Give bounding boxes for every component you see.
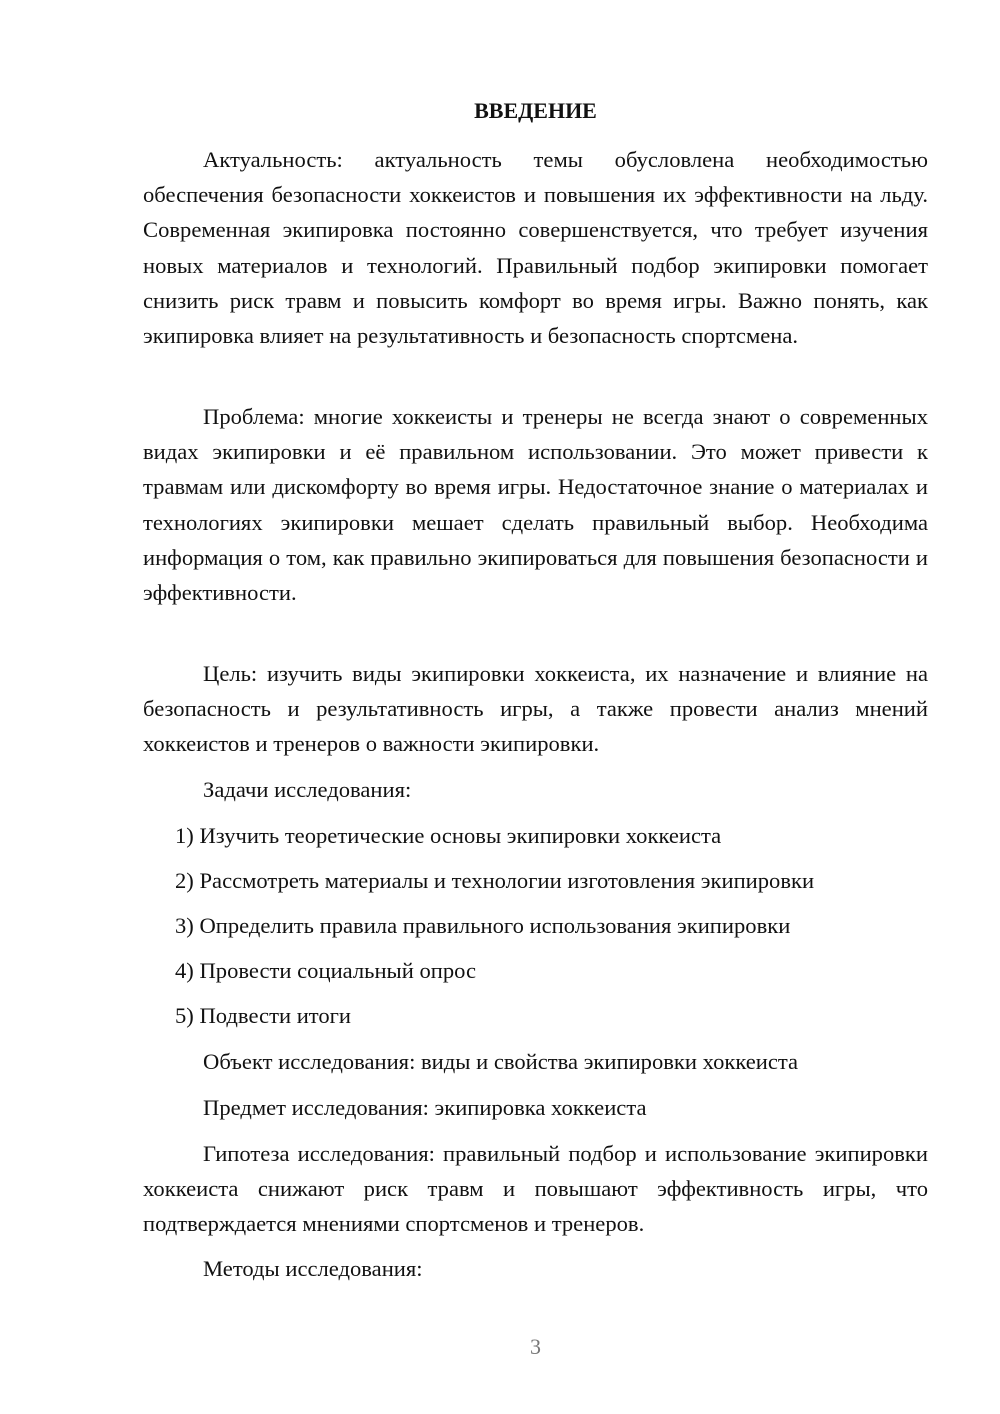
list-item: 1) Изучить теоретические основы экипировки хоккеиста [175, 823, 722, 848]
hypothesis-paragraph: Гипотеза исследования: правильный подбор и использование экипировки хоккеиста снижают риск травм и повышают эффективность игры, что подтверждается мнениями спортсменов и тренеров. [143, 1141, 928, 1237]
goal-paragraph: Цель: изучить виды экипировки хоккеиста, их назначение и влияние на безопасность и результативность игры, а также провести анализ мнений хоккеистов и тренеров о важности экипировки. [143, 661, 928, 757]
page-number: 3 [530, 1334, 541, 1359]
document-page [143, 0, 928, 1414]
tasks-heading: Задачи исследования: [203, 777, 412, 802]
problem-paragraph: Проблема: многие хоккеисты и тренеры не всегда знают о современных видах экипировки и её правильном использовании. Это может привести к травмам или дискомфорту во время игры. Недостаточное знание о материалах и технологиях экипировки мешает сделать правильный выбор. Необходима информация о том, как правильно экипироваться для повышения безопасности и эффективности. [143, 404, 928, 606]
list-item: 2) Рассмотреть материалы и технологии изготовления экипировки [175, 868, 815, 893]
object-paragraph: Объект исследования: виды и свойства экипировки хоккеиста [203, 1049, 799, 1074]
section-title: ВВЕДЕНИЕ [474, 98, 597, 123]
list-item: 3) Определить правила правильного использования экипировки [175, 913, 791, 938]
subject-paragraph: Предмет исследования: экипировка хоккеиста [203, 1095, 647, 1120]
relevance-paragraph: Актуальность: актуальность темы обусловлена необходимостью обеспечения безопасности хоккеистов и повышения их эффективности на льду. Современная экипировка постоянно совершенствуется, что требует изучения новых материалов и технологий. Правильный подбор экипировки помогает снизить риск травм и повысить комфорт во время игры. Важно понять, как экипировка влияет на результативность и безопасность спортсмена. [143, 147, 928, 349]
methods-heading: Методы исследования: [203, 1256, 423, 1281]
list-item: 4) Провести социальный опрос [175, 958, 477, 983]
list-item: 5) Подвести итоги [175, 1003, 352, 1028]
